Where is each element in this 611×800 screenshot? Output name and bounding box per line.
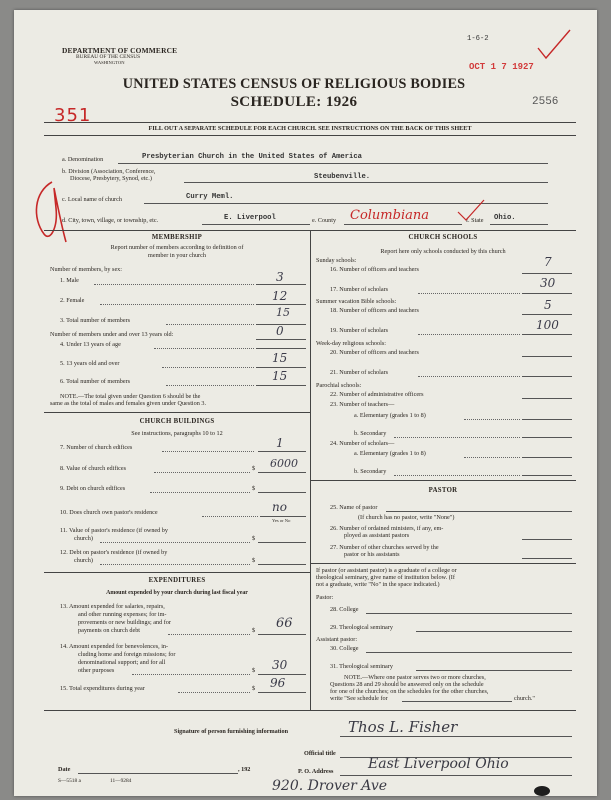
q18-value: 5	[544, 298, 552, 312]
pastor-note-5: church."	[514, 695, 535, 702]
church-name-label: c. Local name of church	[62, 196, 122, 203]
q21-label: 21. Number of scholars	[330, 369, 389, 376]
denomination-label: a. Denomination	[62, 156, 104, 163]
q8-value: 6000	[270, 457, 298, 470]
q17-value: 30	[540, 276, 556, 290]
form-title: UNITED STATES CENSUS OF RELIGIOUS BODIES	[122, 76, 466, 92]
state-label: f. State	[466, 217, 484, 224]
county-value: Columbiana	[350, 208, 429, 223]
q3-label: 3. Total number of members	[60, 317, 131, 324]
q6-value: 15	[272, 369, 288, 383]
census-schedule-page	[14, 10, 597, 796]
expenditures-sub: Amount expended by your church during last fiscal year	[106, 590, 248, 596]
q7-value: 1	[276, 436, 284, 450]
grad-note-1: If pastor (or assistant pastor) is a graduate of a college or	[316, 567, 457, 574]
q11-dollar: $	[252, 535, 256, 542]
q15-label: 15. Total expenditures during year	[60, 685, 145, 692]
signature-label: Signature of person furnishing information	[174, 728, 289, 735]
q14-dollar: $	[252, 667, 256, 674]
schedule-title: SCHEDULE: 1926	[230, 94, 358, 110]
under-over-label: Number of members under and over 13 years old:	[50, 331, 174, 338]
q23a-label: a. Elementary (grades 1 to 8)	[354, 412, 426, 419]
membership-note-2: same as the total of males and females given under Question 3.	[50, 400, 207, 407]
print-number: 11—9284	[110, 778, 132, 784]
date-year: , 192	[238, 766, 251, 773]
q2-value: 12	[272, 289, 288, 303]
buildings-title: CHURCH BUILDINGS	[139, 418, 215, 425]
q11-label: 11. Value of pastor's residence (if owned by	[60, 527, 168, 534]
q19-label: 19. Number of scholars	[330, 327, 389, 334]
q18-label: 18. Number of officers and teachers	[330, 307, 419, 314]
q31-label: 31. Theological seminary	[330, 663, 393, 670]
q9-label: 9. Debt on church edifices	[60, 485, 126, 492]
q12-label: 12. Debt on pastor's residence (if owned by	[60, 549, 168, 556]
q23-label: 23. Number of teachers—	[330, 401, 395, 408]
q11-label-2: church)	[74, 535, 93, 542]
q15-dollar: $	[252, 685, 256, 692]
denomination-value: Presbyterian Church in the United States of America	[142, 153, 362, 161]
q14-label-2: cluding home and foreign missions; for	[78, 651, 176, 658]
dept-name: DEPARTMENT OF COMMERCE	[62, 46, 178, 55]
q10-value: no	[272, 500, 287, 514]
q5-value: 15	[272, 351, 288, 365]
division-label: b. Division (Association, Conference,	[62, 168, 156, 175]
summer-label: Summer vacation Bible schools:	[316, 298, 397, 305]
received-date-stamp: OCT 1 7 1927	[469, 62, 534, 72]
weekday-label: Week-day religious schools:	[316, 340, 386, 347]
q26-label: 26. Number of ordained ministers, if any, em-	[330, 525, 444, 532]
asst-pastor-label: Assistant pastor:	[316, 636, 358, 643]
pastor-sub-label: Pastor:	[316, 594, 334, 601]
instruction-banner: FILL OUT A SEPARATE SCHEDULE FOR EACH CHURCH. SEE INSTRUCTIONS ON THE BACK OF THIS SHEET	[148, 125, 472, 132]
q24a-label: a. Elementary (grades 1 to 8)	[354, 450, 426, 457]
official-title-label: Official title	[304, 750, 336, 757]
q4-label: 4. Under 13 years of age	[60, 341, 121, 348]
handwritten-number: 351	[54, 105, 92, 126]
division-label-2: Diocese, Presbytery, Synod, etc.)	[70, 175, 152, 182]
pastor-note-1: NOTE.—Where one pastor serves two or more churches,	[344, 674, 486, 681]
membership-title: MEMBERSHIP	[151, 234, 203, 241]
county-checkmark-icon	[456, 198, 486, 222]
q10-hint: Yes or No	[272, 518, 291, 523]
q19-value: 100	[536, 318, 559, 332]
q28-label: 28. College	[330, 606, 359, 613]
pastor-title: PASTOR	[428, 487, 458, 494]
membership-sub-1: Report number of members according to definition of	[110, 244, 244, 251]
q2-label: 2. Female	[60, 297, 85, 304]
q14-label-3: denominational support; and for all	[78, 659, 166, 666]
q9-dollar: $	[252, 485, 256, 492]
q14-value: 30	[272, 658, 288, 672]
q13-label-4: payments on church debt	[78, 627, 141, 634]
q8-label: 8. Value of church edifices	[60, 465, 127, 472]
under-over-value: 0	[276, 324, 284, 338]
q25-label: 25. Name of pastor	[330, 504, 378, 511]
q26-label-2: ployed as assistant pastors	[344, 532, 410, 539]
expenditures-title: EXPENDITURES	[148, 577, 206, 584]
q27-label: 27. Number of other churches served by the	[330, 544, 439, 551]
signature-value: Thos L. Fisher	[348, 718, 458, 736]
q10-label: 10. Does church own pastor's residence	[60, 509, 158, 516]
parochial-label: Parochial schools:	[316, 382, 362, 389]
form-code: 1-6-2	[467, 35, 489, 43]
q13-label-3: provements or new buildings; and for	[78, 619, 171, 626]
q1-label: 1. Male	[60, 277, 79, 284]
q15-value: 96	[270, 676, 286, 690]
q12-dollar: $	[252, 557, 256, 564]
ink-blot	[534, 786, 550, 796]
q24-label: 24. Number of scholars—	[330, 440, 395, 447]
q22-label: 22. Number of administrative officers	[330, 391, 424, 398]
form-number: S—5518 a	[58, 778, 81, 784]
q30-label: 30. College	[330, 645, 359, 652]
q25-sub: (If church has no pastor, write "None")	[358, 514, 455, 521]
county-label: e. County	[312, 217, 337, 224]
pastor-note-2: Questions 28 and 29 should be answered only on the schedule	[330, 681, 484, 688]
q13-label: 13. Amount expended for salaries, repairs,	[60, 603, 165, 610]
bureau-name: BUREAU OF THE CENSUS	[76, 54, 141, 60]
division-value: Steubenville.	[314, 173, 371, 181]
by-sex-label: Number of members, by sex:	[50, 266, 122, 273]
q17-label: 17. Number of scholars	[330, 286, 389, 293]
pastor-note-4: write "See schedule for	[330, 695, 388, 702]
q1-value: 3	[276, 270, 284, 284]
schools-sub: Report here only schools conducted by this church	[380, 248, 506, 255]
q6-label: 6. Total number of members	[60, 378, 131, 385]
pastor-note-3: for one of the churches; on the schedules for the other churches,	[330, 688, 489, 695]
sunday-label: Sunday schools:	[316, 257, 357, 264]
q13-value: 66	[276, 616, 293, 631]
address-line-2: 920. Drover Ave	[272, 778, 388, 794]
q16-label: 16. Number of officers and teachers	[330, 266, 419, 273]
q14-label: 14. Amount expended for benevolences, in-	[60, 643, 169, 650]
address-label: P. O. Address	[298, 768, 334, 775]
buildings-sub: See instructions, paragraphs 10 to 12	[131, 430, 223, 437]
membership-sub-2: member in your church	[148, 252, 206, 259]
state-value: Ohio.	[494, 214, 516, 222]
schools-title: CHURCH SCHOOLS	[408, 234, 478, 241]
q13-label-2: and other running expenses; for im-	[78, 611, 167, 618]
q23b-label: b. Secondary	[354, 430, 387, 437]
checkmark-icon	[534, 28, 574, 64]
city-value: E. Liverpool	[224, 214, 276, 222]
q3-value: 15	[276, 306, 290, 319]
serial-number: 2556	[532, 96, 559, 108]
membership-note-1: NOTE.—The total given under Question 6 should be the	[60, 393, 201, 400]
bureau-city: WASHINGTON	[94, 60, 125, 65]
church-name-value: Curry Meml.	[186, 193, 234, 201]
address-value: East Liverpool Ohio	[368, 756, 509, 772]
q16-value: 7	[544, 255, 552, 269]
q20-label: 20. Number of officers and teachers	[330, 349, 419, 356]
q14-label-4: other purposes	[78, 667, 115, 674]
q5-label: 5. 13 years old and over	[60, 360, 120, 367]
q12-label-2: church)	[74, 557, 93, 564]
grad-note-2: theological seminary, give name of institution below. (If	[316, 574, 455, 581]
q29-label: 29. Theological seminary	[330, 624, 393, 631]
q27-label-2: pastor or his assistants	[344, 551, 400, 558]
city-label: d. City, town, village, or township, etc.	[62, 217, 159, 224]
grad-note-3: not a graduate, write "No" in the space indicated.)	[316, 581, 440, 588]
q7-label: 7. Number of church edifices	[60, 444, 133, 451]
q13-dollar: $	[252, 627, 256, 634]
q8-dollar: $	[252, 465, 256, 472]
date-label: Date	[58, 766, 71, 773]
q24b-label: b. Secondary	[354, 468, 387, 475]
